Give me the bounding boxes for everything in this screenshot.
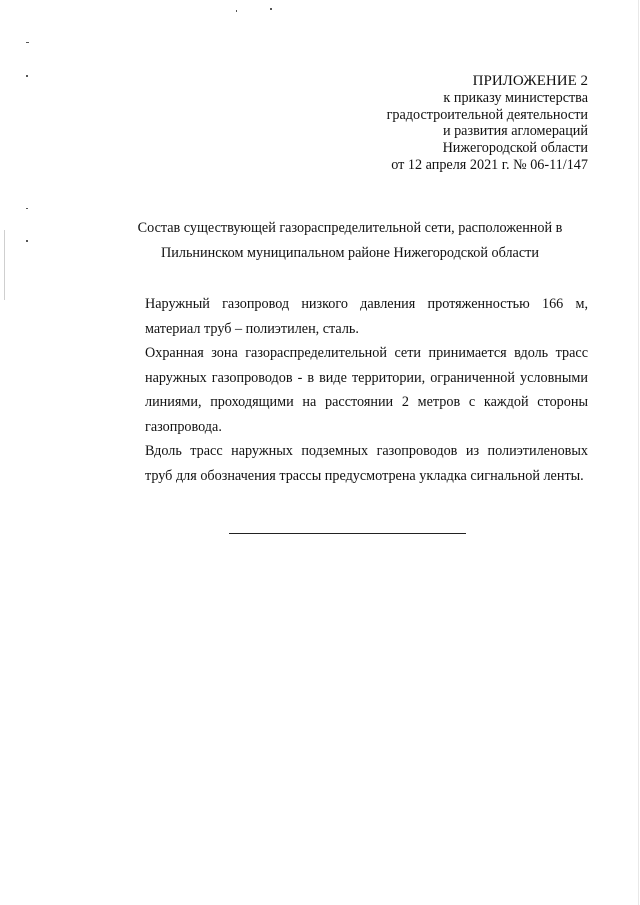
scan-mark bbox=[26, 208, 28, 209]
appendix-header bbox=[387, 73, 588, 174]
scan-mark bbox=[236, 10, 237, 12]
document-title-line-2: Пильнинском муниципальном районе Нижегородской области bbox=[161, 245, 539, 261]
scan-mark bbox=[26, 240, 28, 242]
scan-mark bbox=[26, 75, 28, 77]
paragraph-line: труб для обозначения трассы предусмотрена укладка сигнальной ленты. bbox=[145, 467, 584, 484]
paragraph-line: наружных газопроводов - в виде территории, ограниченной условными bbox=[145, 369, 588, 386]
appendix-region-line: Нижегородской области bbox=[442, 140, 588, 157]
scan-mark bbox=[26, 42, 29, 43]
paragraph-signal-tape bbox=[108, 439, 588, 488]
paragraph-pipeline bbox=[108, 292, 588, 341]
document-title bbox=[100, 216, 600, 266]
appendix-order-line: к приказу министерства bbox=[443, 89, 588, 106]
paragraph-line: линиями, проходящими на расстоянии 2 метров с каждой стороны bbox=[145, 394, 588, 410]
scan-mark bbox=[270, 8, 272, 10]
scan-edge bbox=[638, 0, 639, 905]
document-title-line-1: Состав существующей газораспределительной сети, расположенной в bbox=[137, 220, 563, 236]
paragraph-line: материал труб – полиэтилен, сталь. bbox=[145, 320, 359, 337]
paragraph-line: Охранная зона газораспределительной сети принимается вдоль трасс bbox=[145, 345, 588, 361]
appendix-ministry-line-2: и развития агломераций bbox=[442, 123, 588, 140]
appendix-date-number: от 12 апреля 2021 г. № 06-11/147 bbox=[391, 156, 588, 173]
paragraph-line: газопровода. bbox=[145, 418, 222, 435]
appendix-title: ПРИЛОЖЕНИЕ 2 bbox=[472, 73, 588, 89]
appendix-ministry-line: градостроительной деятельности bbox=[386, 106, 588, 123]
end-divider bbox=[229, 533, 466, 534]
paragraph-line: Вдоль трасс наружных подземных газопроводов из полиэтиленовых bbox=[145, 443, 588, 459]
scan-mark bbox=[4, 230, 5, 300]
paragraph-line: Наружный газопровод низкого давления протяженностью 166 м, bbox=[145, 296, 588, 312]
document-body bbox=[108, 292, 588, 488]
paragraph-protection-zone bbox=[108, 341, 588, 439]
